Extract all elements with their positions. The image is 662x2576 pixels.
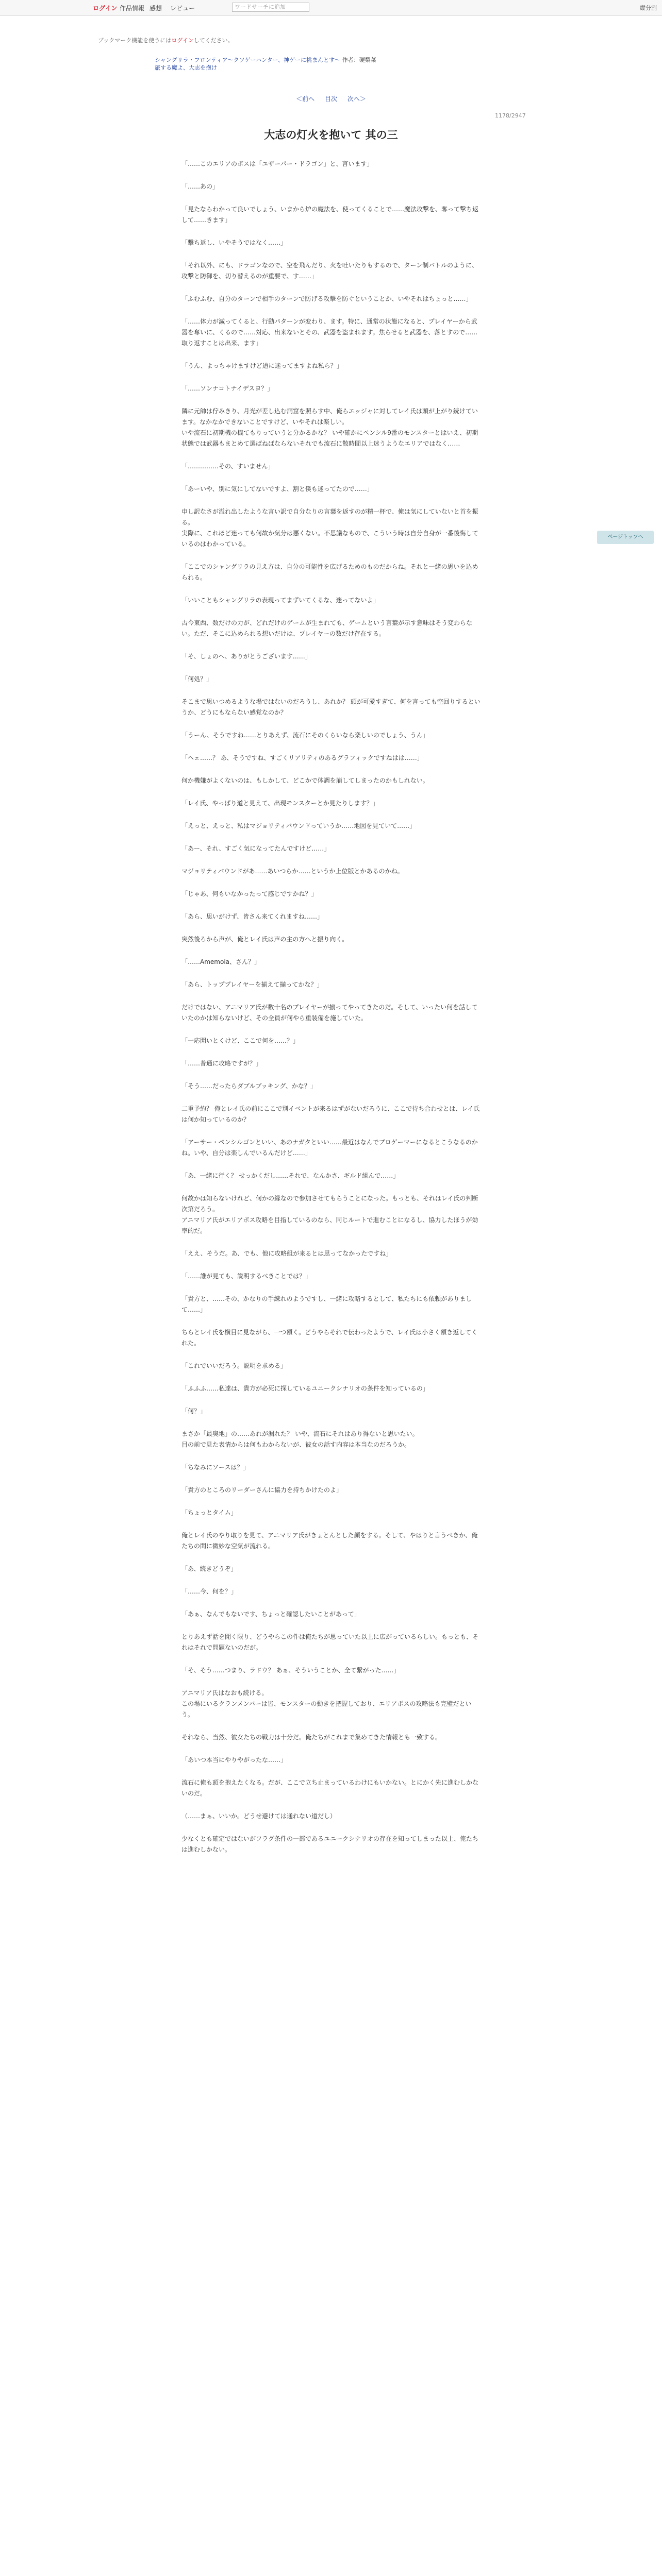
body-paragraph: 「あ、続きどうぞ」 xyxy=(181,1565,237,1572)
body-paragraph: 二重予約？ 俺とレイ氏の前にここで別イベントが来るはずがないだろうに、ここで待ち合わせとは、レイ氏は何か知っているのか？ xyxy=(181,1105,480,1123)
body-paragraph: 「ヘェ……？ あ、そうですね、すごくリアリティのあるグラフィックですねはは……」 xyxy=(181,754,423,761)
body-paragraph: 「撃ち返し、いやそうではなく……」 xyxy=(181,239,287,246)
body-paragraph: 隣に元帥は佇みきり、月光が差し込む洞窟を照らす中、俺らエッジャに対してレイ氏は頭が上がり続けています。なかなかできないことですけど、いやそれは楽しい。 いや流石に初期機の機てもりっていうと分かるかな？ いや確かにペンシル9番のモンスターとはいえ、初期状態では武器もまとめて選ばねばならないそれでも流石に散時間以上迷うようなエリアではなく…… xyxy=(181,408,478,447)
page-title: 大志の灯火を抱いて 其の三 xyxy=(264,129,398,141)
body-paragraph: 少なくとも確定ではないがフラグ条件の一部であるユニークシナリオの存在を知ってしまった以上、俺たちは進むしかない。 xyxy=(181,1835,478,1853)
body-paragraph: 「そ、しょのへ、ありがとうございます……」 xyxy=(181,653,311,660)
prev-chapter-link[interactable]: ＜前へ xyxy=(296,95,315,103)
body-paragraph: 突然後ろから声が、俺とレイ氏は声の主の方へと振り向く。 xyxy=(181,936,349,943)
body-paragraph: 流石に俺も頭を抱えたくなる。だが、ここで立ち止まっているわけにもいかない。とにかく先に進むしかないのだ。 xyxy=(181,1779,479,1797)
body-paragraph: 何故かは知らないけれど、何かの縁なので参加させてもらうことになった。もっとも、それはレイ氏の判断次第だろう。 アニマリア氏がエリアボス攻略を目指しているのなら、同じルートで進むことになるし、協力したほうが効率的だ。 xyxy=(181,1195,478,1234)
body-paragraph: 「あ、一緒に行く？ せっかくだし……それで、なんかさ、ギルド組んで……」 xyxy=(181,1172,400,1179)
body-paragraph: 「ちなみにソースは？」 xyxy=(181,1464,250,1471)
body-paragraph: 古今東西、数だけの力が、どれだけのゲームが生まれても、ゲームという言葉が示す意味はそう変わらない。ただ、そこに込められる想いだけは、プレイヤーの数だけ存在する。 xyxy=(181,619,473,637)
body-paragraph: まさか「最奥地」の……あれが漏れた？ いや、流石にそれはあり得ないと思いたい。 目の前で見た表情からは何もわからないが、彼女の話す内容は本当なのだろうか。 xyxy=(181,1430,419,1448)
top-nav-bar xyxy=(0,0,662,16)
body-paragraph: 「いいこともシャングリラの表現ってまずいてくるな、迷ってないよ」 xyxy=(181,597,379,604)
body-paragraph: 「アーサー・ペンシルゴンといい、あのナガタといい……最近はなんでプロゲーマーになるとこうなるのかね。いや、自分は楽しんでいるんだけど……」 xyxy=(181,1139,478,1157)
body-paragraph: 「見たならわかって良いでしょう、いまから炉の魔法を、使ってくることで……魔法攻撃を、奪って撃ち返して……きます」 xyxy=(181,206,479,224)
body-paragraph: 「あいつ本当にやりやがったな……」 xyxy=(181,1756,287,1764)
vertical-split-button[interactable]: 縦分割 xyxy=(640,5,657,11)
body-paragraph: 「うん、よっちゃけますけど道に迷ってますよね私ら？」 xyxy=(181,362,343,369)
body-paragraph: 「あら、トッププレイヤーを揃えて揃ってかな？」 xyxy=(181,981,323,988)
body-paragraph: 「……体力が減ってくると、行動パターンが変わり、ます。特に、通常の状態になると、プレイヤーから武器を奪いに、くるので……対応、出来ないとその、武器を盗まれます。焦らせると武器を、落とすので……取り返すことは出来、ます」 xyxy=(181,318,478,347)
body-paragraph: だけではない、アニマリア氏が数十名のプレイヤーが揃ってやってきたのだ。そして、いったい何を話していたのかは知らないけど、その全員が何やら重装備を施していた。 xyxy=(181,1004,478,1022)
body-paragraph: 「これでいいだろう。説明を求める」 xyxy=(181,1362,287,1369)
body-paragraph: 「レイ氏、やっぱり道と見えて、出現モンスターとか見たりします？」 xyxy=(181,800,379,807)
body-paragraph: 「ちょっとタイム」 xyxy=(181,1509,237,1516)
series-author[interactable]: 作者：硬梨菜 xyxy=(342,57,376,63)
body-paragraph: 「そ、そう……つまり、ラドウ？ あぁ、そういうことか、全て繋がった……」 xyxy=(181,1667,400,1674)
search-input[interactable]: ワードサーチに追加 xyxy=(232,3,309,12)
body-paragraph: 「ふむふむ、自分のターンで相手のターンで防げる攻撃を防ぐということか、いやそれはちょっと……」 xyxy=(181,295,472,302)
nav-item-work-info[interactable]: 作品情報 xyxy=(120,5,145,12)
body-paragraph: 「……誰が見ても、説明するべきことでは？」 xyxy=(181,1273,312,1280)
body-paragraph: 「貴方のところのリーダーさんに協力を持ちかけたのよ」 xyxy=(181,1486,343,1494)
bookmark-notice xyxy=(98,36,234,44)
next-chapter-link[interactable]: 次へ＞ xyxy=(347,95,366,103)
body-paragraph: 「あーいや、別に気にしてないですよ、割と僕も迷ってたので……」 xyxy=(181,485,373,493)
body-paragraph: 「ここでのシャングリラの見え方は、自分の可能性を広げるためのものだからね。それと一緒の思いを込められる。 xyxy=(181,563,478,581)
body-paragraph: マジョリティバウンドがあ……あいつらか……というか上位版とかあるのかね。 xyxy=(181,868,404,875)
body-paragraph: 「何処？」 xyxy=(181,675,213,683)
page-top-button[interactable]: ページトップへ xyxy=(597,531,654,544)
notice-suffix: してください。 xyxy=(193,37,234,44)
body-paragraph: 何か機嫌がよくないのは、もしかして、どこかで体調を崩してしまったのかもしれない。 xyxy=(181,777,429,784)
body-paragraph: 「……あの」 xyxy=(181,183,219,190)
body-paragraph: そこまで思いつめるような場ではないのだろうし、あれか？ 頭が可愛すぎて、何を言っても空回りするというか、どうにもならない感覚なのか？ xyxy=(181,698,481,716)
login-link[interactable]: ログイン xyxy=(93,5,118,12)
body-paragraph: アニマリア氏はなおも続ける。 この場にいるクランメンバーは皆、モンスターの動きを把握しており、エリアボスの攻略法も完璧だという。 xyxy=(181,1689,472,1718)
body-paragraph: 俺とレイ氏のやり取りを見て、アニマリア氏がきょとんとした顔をする。そして、やはりと言うべきか、俺たちの間に微妙な空気が流れる。 xyxy=(181,1532,478,1550)
body-paragraph: 「うーん、そうですね……とりあえず、流石にそのくらいなら楽しいのでしょう、うん」 xyxy=(181,732,429,739)
body-paragraph: 「ふふふ……私達は、貴方が必死に探しているユニークシナリオの条件を知っているの」 xyxy=(181,1385,429,1392)
body-paragraph: 「貴方と、……その、かなりの手練れのようですし、一緒に攻略するとして、私たちにも依頼がありまして……」 xyxy=(181,1295,472,1313)
body-paragraph: 「……Amemoia、さん？」 xyxy=(181,958,261,965)
body-paragraph: 「……このエリアのボスは「ユザーパー・ドラゴン」と、言います」 xyxy=(181,160,373,167)
chapter-number: 1178/2947 xyxy=(495,112,526,119)
body-paragraph: ちらとレイ氏を横目に見ながら、一つ頷く。どうやらそれで伝わったようで、レイ氏は小さく頷き返してくれた。 xyxy=(181,1329,478,1347)
novel-body xyxy=(181,159,481,1867)
body-paragraph: 「ええ、そうだ。あ、でも、他に攻略組が来るとは思ってなかったですね」 xyxy=(181,1250,392,1257)
nav-item-impressions[interactable]: 感想 xyxy=(150,5,162,12)
body-paragraph: 「じゃあ、何もいなかったって感じですかね？」 xyxy=(181,890,318,897)
body-paragraph: 「一応聞いとくけど、ここで何を……？」 xyxy=(181,1037,300,1044)
body-paragraph: 「……普通に攻略ですが？」 xyxy=(181,1060,262,1067)
body-paragraph: 申し訳なさが溢れ出したような言い訳で自分なりの言葉を返すのが精一杯で、俺は気にしていないと首を振る。 実際に、これほど迷っても何故か気分は悪くない。不思議なもので、こういう時は自分自身が一番後悔しているのはわかっている。 xyxy=(181,508,478,548)
chapter-group-title: 旅する魔よ、大志を抱け xyxy=(155,64,217,71)
body-paragraph: 「それ以外、にも、ドラゴンなので、空を飛んだり、火を吐いたりもするので、ターン制バトルのように、攻撃と防御を、切り替えるのが重要で、す……」 xyxy=(181,262,478,280)
body-paragraph: 「……今、何を？」 xyxy=(181,1588,238,1595)
body-paragraph: それなら、当然、彼女たちの戦力は十分だ。俺たちがこれまで集めてきた情報とも一致する。 xyxy=(181,1734,442,1741)
series-header xyxy=(155,56,376,64)
notice-login-link[interactable]: ログイン xyxy=(171,37,194,44)
body-paragraph: 「そう……だったらダブルブッキング、かな？」 xyxy=(181,1082,317,1090)
body-paragraph: 「……………その、すいません」 xyxy=(181,463,274,470)
chapter-pager xyxy=(0,94,662,103)
series-title[interactable]: シャングリラ・フロンティア〜クソゲーハンター、神ゲーに挑まんとす〜 xyxy=(155,57,341,63)
body-paragraph: 「あぁ、なんでもないです、ちょっと確認したいことがあって」 xyxy=(181,1611,360,1618)
body-paragraph: 「あー、それ、すごく気になってたんですけど……」 xyxy=(181,845,330,852)
body-paragraph: 「えっと、えっと、私はマジョリティバウンドっていうか……地図を見ていて……」 xyxy=(181,822,416,829)
body-paragraph: （……まぁ、いいか。どうせ避けては通れない道だし） xyxy=(181,1812,337,1820)
body-paragraph: 「何？」 xyxy=(181,1408,207,1415)
body-paragraph: とりあえず話を聞く限り、どうやらこの件は俺たちが思っていた以上に広がっているらしい。もっとも、それはそれで問題ないのだが。 xyxy=(181,1633,479,1651)
body-paragraph: 「あら、思いがけず、皆さん来てくれますね……」 xyxy=(181,913,324,920)
body-paragraph: 「……ソンナコトナイデスヨ？」 xyxy=(181,385,274,392)
nav-item-reviews[interactable]: レビュー xyxy=(170,5,195,12)
table-of-contents-link[interactable]: 目次 xyxy=(324,95,337,103)
notice-prefix: ブックマーク機能を使うには xyxy=(98,37,172,44)
